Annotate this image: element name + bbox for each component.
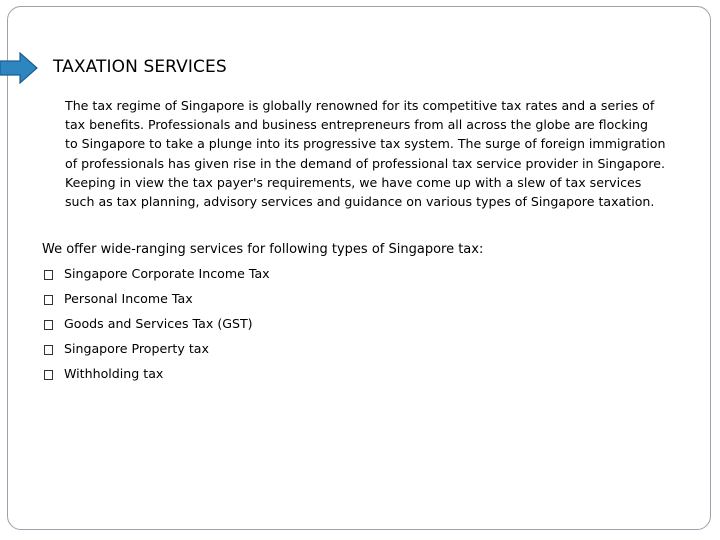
services-list xyxy=(44,266,270,391)
checkbox-bullet-icon xyxy=(44,370,53,380)
list-item xyxy=(44,291,270,316)
right-arrow-icon xyxy=(0,52,38,84)
checkbox-bullet-icon xyxy=(44,295,53,305)
list-item xyxy=(44,316,270,341)
list-item-label: Personal Income Tax xyxy=(64,291,193,306)
list-item-label: Singapore Corporate Income Tax xyxy=(64,266,270,281)
intro-paragraph: The tax regime of Singapore is globally renowned for its competitive tax rates and a series of tax benefits. Professionals and business entrepreneurs from all across the globe are flocking to Singapore to take a plunge into its progressive tax system. The surge of foreign immigration of professionals has given rise in the demand of professional tax service provider in Singapore. Keeping in view the tax payer's requirements, we have come up with a slew of tax services such as tax planning, advisory services and guidance on various types of Singapore taxation. xyxy=(65,98,666,210)
list-item xyxy=(44,366,270,391)
list-item-label: Singapore Property tax xyxy=(64,341,209,356)
checkbox-bullet-icon xyxy=(44,345,53,355)
list-item-label: Goods and Services Tax (GST) xyxy=(64,316,253,331)
page-title: TAXATION SERVICES xyxy=(53,57,227,77)
list-item xyxy=(44,341,270,366)
list-item xyxy=(44,266,270,291)
checkbox-bullet-icon xyxy=(44,270,53,280)
services-heading: We offer wide-ranging services for following types of Singapore tax: xyxy=(42,242,484,257)
list-item-label: Withholding tax xyxy=(64,366,164,381)
checkbox-bullet-icon xyxy=(44,320,53,330)
